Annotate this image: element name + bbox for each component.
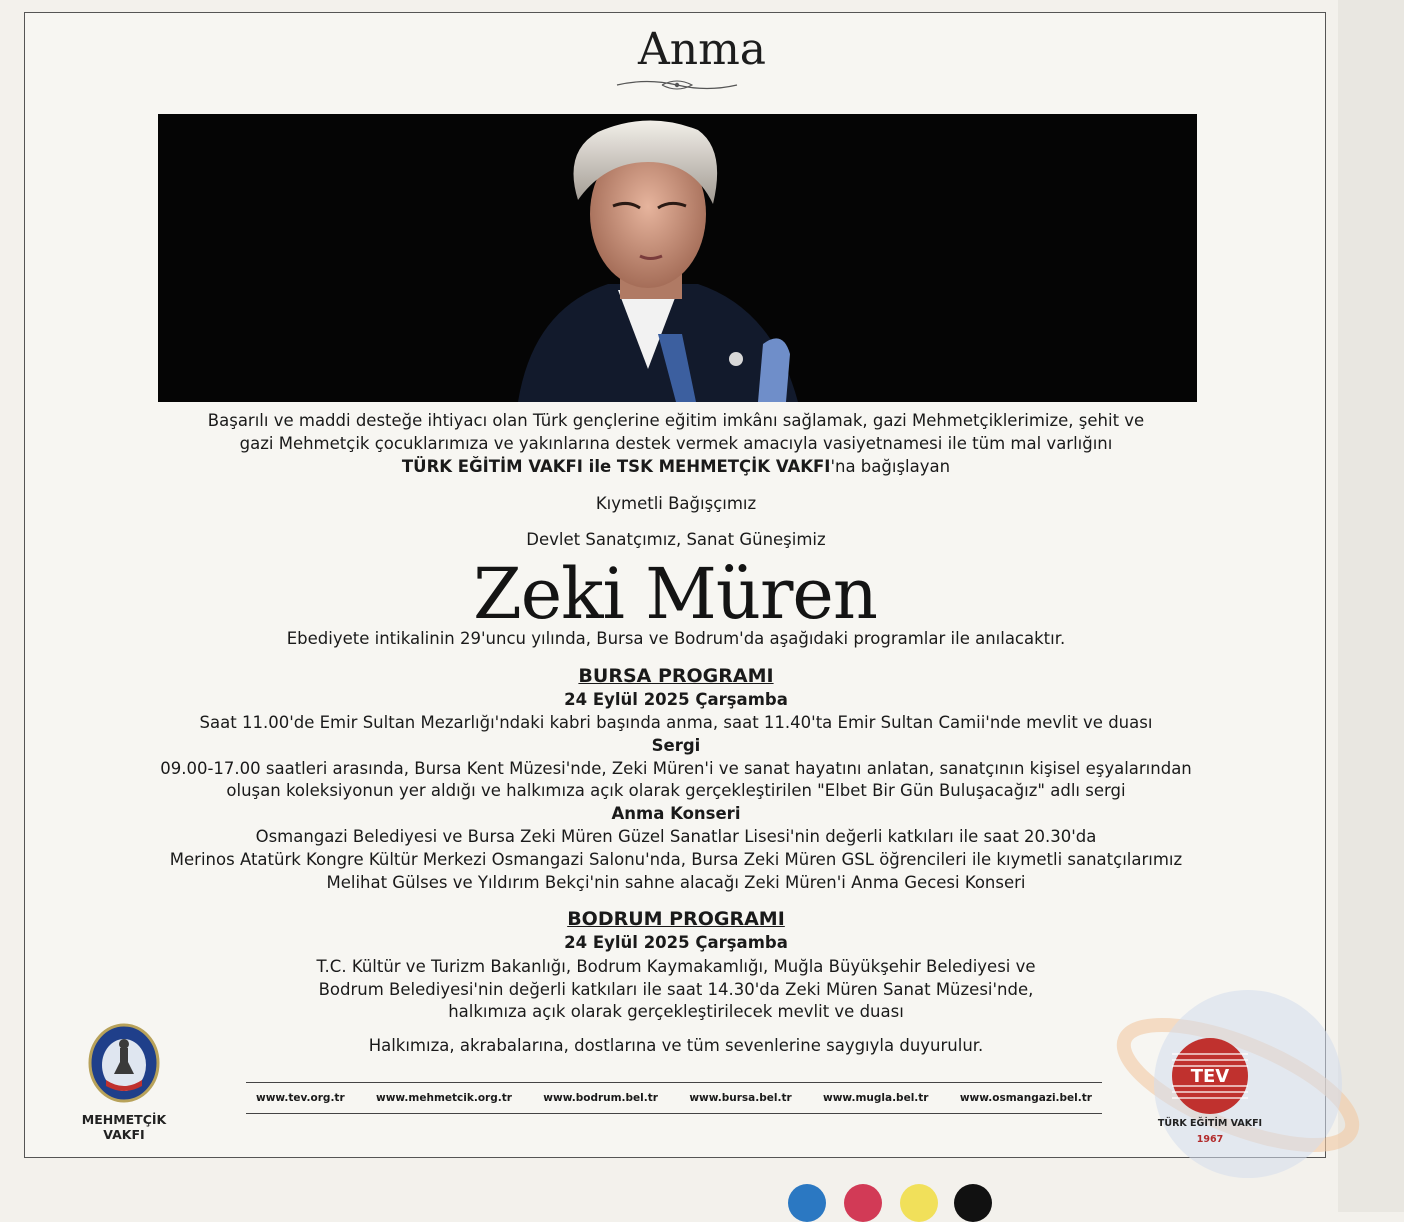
page-title: Anma	[637, 24, 767, 75]
artist-title: Devlet Sanatçımız, Sanat Güneşimiz	[526, 530, 826, 549]
bodrum-program-date: 24 Eylül 2025 Çarşamba	[564, 933, 788, 952]
mehmetcik-logo	[78, 1022, 170, 1142]
portrait-photo	[158, 114, 1197, 402]
registration-dot-yellow	[900, 1184, 938, 1222]
intro-line-3-rest: 'na bağışlayan	[830, 457, 951, 476]
concert-line-1: Osmangazi Belediyesi ve Bursa Zeki Müren Güzel Sanatlar Lisesi'nin değerli katkıları ile saat 20.30'da	[255, 827, 1097, 846]
concert-line-2: Merinos Atatürk Kongre Kültür Merkezi Osmangazi Salonu'nda, Bursa Zeki Müren GSL öğrencileri ile kıymetli sanatçılarımız	[169, 850, 1183, 869]
registration-dot-black	[954, 1184, 992, 1222]
bodrum-line-2: Bodrum Belediyesi'nin değerli katkıları ile saat 14.30'da Zeki Müren Sanat Müzesi'nde,	[318, 980, 1034, 999]
mehmetcik-logo-caption-1: MEHMETÇİK	[81, 1112, 167, 1127]
bodrum-program-title: BODRUM PROGRAMI	[567, 908, 785, 930]
bursa-program-title: BURSA PROGRAMI	[578, 665, 774, 687]
intro-line-3	[0, 456, 1352, 478]
website-link[interactable]: www.bodrum.bel.tr	[543, 1092, 658, 1104]
foundations-name: TÜRK EĞİTİM VAKFI ile TSK MEHMETÇİK VAKFI	[401, 457, 831, 476]
bodrum-line-3: halkımıza açık olarak gerçekleştirilecek mevlit ve duası	[448, 1002, 904, 1021]
mehmetcik-logo-caption-2: VAKFI	[103, 1127, 145, 1142]
portrait-illustration	[158, 114, 1197, 402]
tev-logo-caption: TÜRK EĞİTİM VAKFI	[1157, 1118, 1263, 1129]
commemoration-text: Ebediyete intikalinin 29'uncu yılında, Bursa ve Bodrum'da aşağıdaki programlar ile anılacaktır.	[286, 629, 1066, 648]
website-link[interactable]: www.tev.org.tr	[256, 1092, 345, 1104]
website-link[interactable]: www.osmangazi.bel.tr	[959, 1092, 1092, 1104]
website-link[interactable]: www.bursa.bel.tr	[689, 1092, 792, 1104]
website-links	[246, 1082, 1102, 1114]
concert-title: Anma Konseri	[611, 804, 741, 823]
ornament-flourish	[612, 75, 742, 95]
website-link[interactable]: www.mugla.bel.tr	[823, 1092, 929, 1104]
website-link[interactable]: www.mehmetcik.org.tr	[376, 1092, 512, 1104]
intro-line-2: gazi Mehmetçik çocuklarımıza ve yakınlarına destek vermek amacıyla vasiyetnamesi ile tüm mal varlığını	[239, 434, 1113, 453]
closing-text: Halkımıza, akrabalarına, dostlarına ve tüm sevenlerine saygıyla duyurulur.	[368, 1036, 984, 1055]
bursa-program-date: 24 Eylül 2025 Çarşamba	[564, 690, 788, 709]
bursa-program-line: Saat 11.00'de Emir Sultan Mezarlığı'ndaki kabri başında anma, saat 11.40'ta Emir Sultan Camii'nde mevlit ve duası	[199, 713, 1153, 732]
intro-line-1: Başarılı ve maddi desteğe ihtiyacı olan Türk gençlerine eğitim imkânı sağlamak, gazi Mehmetçiklerimize, şehit ve	[207, 411, 1145, 430]
exhibit-line-1: 09.00-17.00 saatleri arasında, Bursa Kent Müzesi'nde, Zeki Müren'i ve sanat hayatını anlatan, sanatçının kişisel eşyalarından	[160, 759, 1192, 778]
registration-dot-cyan	[788, 1184, 826, 1222]
donor-label: Kıymetli Bağışçımız	[595, 494, 757, 513]
tev-logo-year: 1967	[1196, 1134, 1224, 1145]
mehmetcik-emblem-icon	[78, 1022, 170, 1104]
tev-badge-text: TEV	[1190, 1066, 1230, 1087]
bodrum-line-1: T.C. Kültür ve Turizm Bakanlığı, Bodrum Kaymakamlığı, Muğla Büyükşehir Belediyesi ve	[316, 957, 1036, 976]
concert-line-3: Melihat Gülses ve Yıldırım Bekçi'nin sahne alacağı Zeki Müren'i Anma Gecesi Konseri	[326, 873, 1026, 892]
exhibit-line-2: oluşan koleksiyonun yer aldığı ve halkımıza açık olarak gerçekleştirilen "Elbet Bir Gün Buluşacağız" adlı sergi	[226, 781, 1126, 800]
honoree-name: Zeki Müren	[473, 553, 877, 635]
exhibit-title: Sergi	[651, 736, 701, 755]
registration-dot-magenta	[844, 1184, 882, 1222]
tev-logo	[1108, 980, 1368, 1190]
